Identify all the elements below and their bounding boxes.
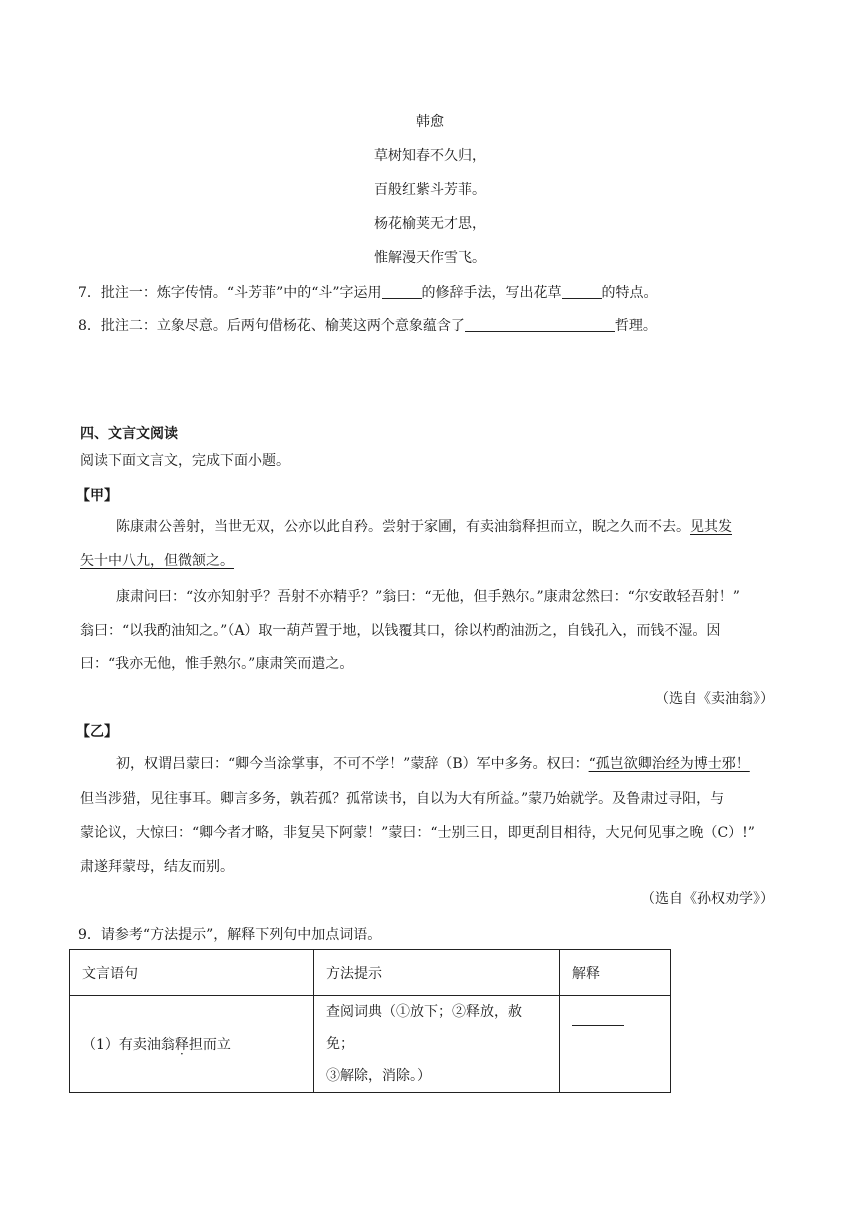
question-8-part-a: 8．批注二：立象尽意。后两句借杨花、榆荚这两个意象蕴含了	[78, 318, 465, 334]
section-heading: 四、文言文阅读	[80, 426, 178, 442]
question-7-part-a: 7．批注一：炼字传情。“斗芳菲”中的“斗”字运用	[78, 285, 382, 301]
underlined-sentence: “孤岂欲卿治经为博士邪！	[588, 756, 750, 772]
answer-blank[interactable]	[382, 284, 422, 299]
answer-blank[interactable]	[562, 284, 602, 299]
table-row	[70, 996, 671, 1093]
passage-jia-line-2	[80, 544, 234, 578]
table-header-cell: 解释	[560, 950, 671, 996]
passage-jia-line-1	[116, 510, 732, 544]
poem-line-3: 杨花榆荚无才思，	[374, 216, 486, 232]
passage-yi-line-4: 肃遂拜蒙母，结友而别。	[80, 859, 234, 875]
passage-yi-line-2: 但当涉猎，见往事耳。卿言多务，孰若孤？孤常读书，自以为大有所益。”蒙乃始就学。及鲁肃过寻阳，与	[80, 791, 725, 807]
answer-blank[interactable]	[572, 1015, 624, 1026]
poem-line-2: 百般红紫斗芳菲。	[374, 182, 486, 198]
passage-text: 陈康肃公善射，当世无双，公亦以此自矜。尝射于家圃，有卖油翁释担而立，睨之久而不去。	[116, 519, 690, 535]
section-instruction: 阅读下面文言文，完成下面小题。	[80, 453, 290, 469]
source-yi: （选自《孙权劝学》）	[641, 891, 774, 907]
explanation-cell[interactable]	[560, 996, 671, 1093]
passage-jia-line-3: 康肃问曰：“汝亦知射乎？吾射不亦精乎？”翁曰：“无他，但手熟尔。”康肃忿然曰：“尔安敢轻吾射！”	[116, 589, 740, 605]
underlined-sentence: 矢十中八九，但微颔之。	[80, 553, 234, 569]
question-8-part-b: 哲理。	[614, 318, 657, 334]
passage-yi-line-1	[116, 747, 750, 781]
hint-cell	[314, 996, 560, 1093]
sentence-cell	[70, 996, 314, 1093]
passage-jia-line-4: 翁曰：“以我酌油知之。”（A）取一葫芦置于地，以钱覆其口，徐以杓酌油沥之，自钱孔入，而钱不湿。因	[80, 623, 721, 639]
question-8	[78, 315, 657, 335]
passage-text: 初，权谓吕蒙曰：“卿今当涂掌事，不可不学！”蒙辞（B）军中多务。权曰：	[116, 756, 589, 772]
sentence-text: 担而立	[188, 1037, 231, 1053]
underlined-sentence: 见其发	[690, 519, 732, 535]
answer-table	[69, 949, 671, 1093]
sentence-text: （1）有卖油翁	[82, 1037, 175, 1053]
question-7-part-b: 的修辞手法，写出花草	[421, 285, 562, 301]
passage-yi-line-3: 蒙论议，大惊曰：“卿今者才略，非复吴下阿蒙！”蒙曰：“士别三日，即更刮目相待，大兄何见事之晚（C）!”	[80, 825, 755, 841]
poem-line-1: 草树知春不久归，	[374, 148, 486, 164]
poem-line-4: 惟解漫天作雪飞。	[374, 250, 486, 266]
passage-jia-line-5: 曰：“我亦无他，惟手熟尔。”康肃笑而遣之。	[80, 656, 354, 672]
table-header-cell: 方法提示	[314, 950, 560, 996]
passage-label-yi: 【乙】	[76, 724, 118, 740]
table-header-row	[70, 950, 671, 996]
question-7-part-c: 的特点。	[601, 285, 658, 301]
dotted-word: 释	[174, 1037, 189, 1053]
question-7	[78, 282, 658, 302]
answer-blank[interactable]	[465, 317, 615, 332]
table-header-cell: 文言语句	[70, 950, 314, 996]
question-9-prompt: 9．请参考“方法提示”，解释下列句中加点词语。	[78, 927, 382, 943]
hint-line: ③解除，消除。）	[326, 1068, 431, 1084]
hint-line: 查阅词典（①放下；②释放，赦免；	[326, 1004, 522, 1052]
poem-author: 韩愈	[416, 114, 444, 130]
source-jia: （选自《卖油翁》）	[655, 691, 774, 707]
passage-label-jia: 【甲】	[76, 488, 118, 504]
